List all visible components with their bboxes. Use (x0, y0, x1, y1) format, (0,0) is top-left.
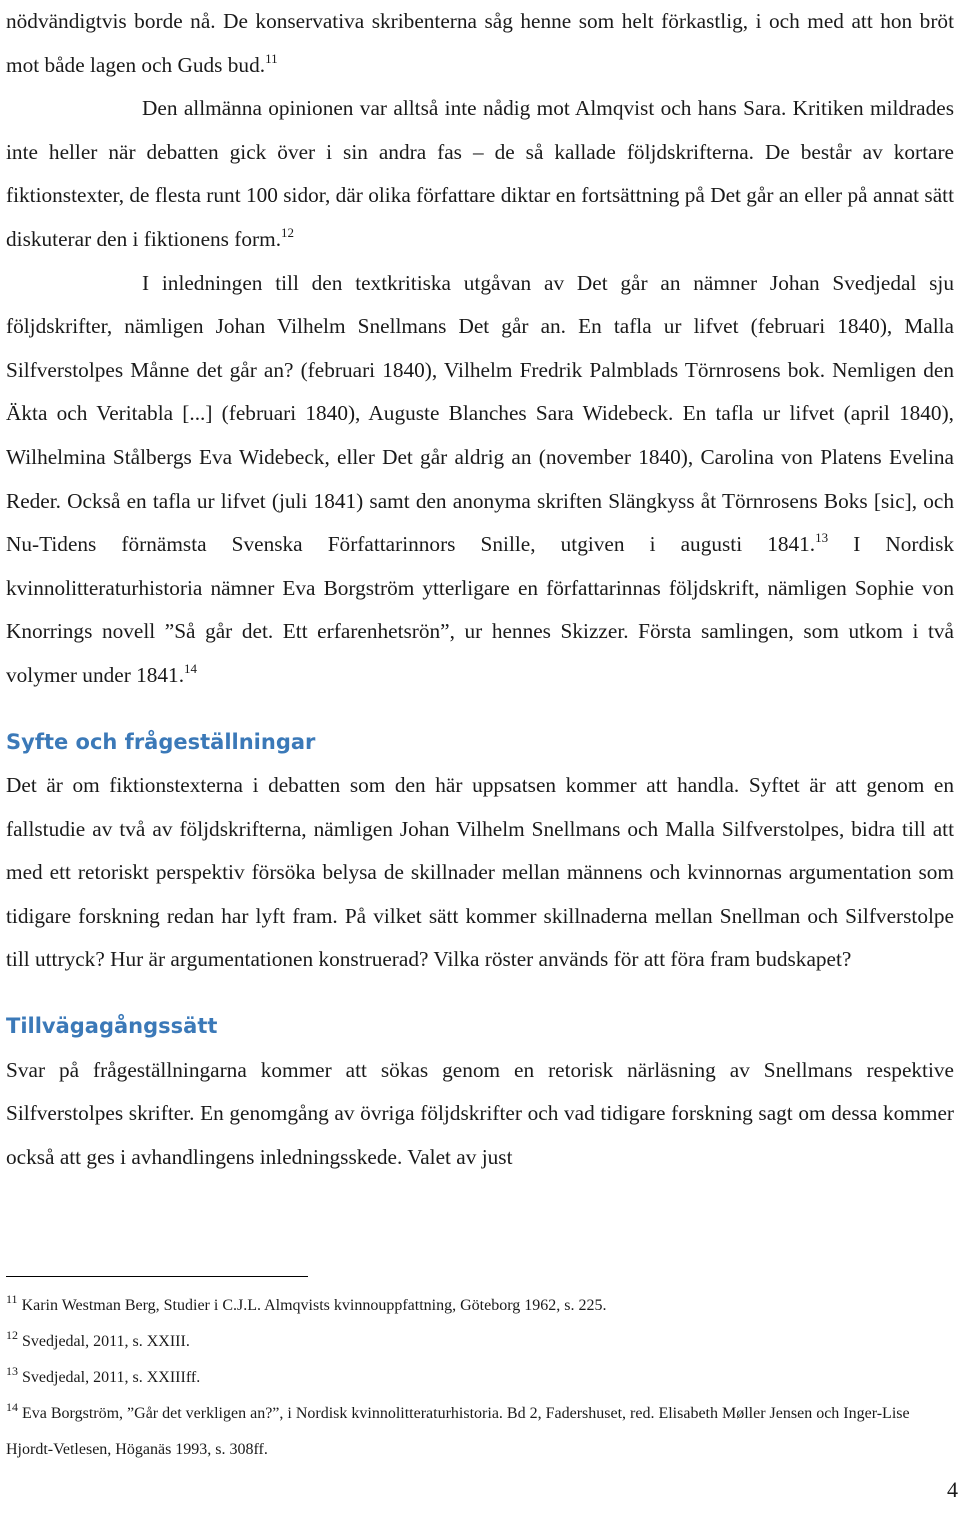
section-paragraph-purpose: Det är om fiktionstexterna i debatten som den här uppsatsen kommer att handla. Syftet är att genom en fallstudie av två av följdskrifterna, nämligen Johan Vilhelm Snellmans och Malla Silfverstolpes, bidra till att med ett retoriskt perspektiv försöka belysa de skillnader mellan männens och kvinnornas argumentation som tidigare forskning redan har lyft fram. På vilket sätt kommer skillnaderna mellan Snellman och Silfverstolpe till uttryck? Hur är argumentationen konstruerad? Vilka röster används för att föra fram budskapet? (6, 773, 954, 972)
paragraph-3: I inledningen till den textkritiska utgåvan av Det går an nämner Johan Svedjedal sju följdskrifter, nämligen Johan Vilhelm Snellmans Det går an. En tafla ur lifvet (februari 1840), Malla Silfverstolpes Månne det går an? (februari 1840), Vilhelm Fredrik Palmblads Törnrosens bok. Nemligen den Äkta och Veritabla [...] (februari 1840), Auguste Blanches Sara Widebeck. En tafla ur lifvet (april 1840), Wilhelmina Stålbergs Eva Widebeck, eller Det går aldrig an (november 1840), Carolina von Platens Evelina Reder. Också en tafla ur lifvet (juli 1841) samt den anonyma skriften Slängkyss åt Törnrosens Boks [sic], och Nu-Tidens förnämsta Svenska Författarinnors Snille, utgiven i augusti 1841.13 I Nordisk kvinnolitteraturhistoria nämner Eva Borgström ytterligare en författarinnas följdskrift, nämligen Sophie von Knorrings novell ”Så går det. Ett erfarenhetsrön”, ur hennes Skizzer. Första samlingen, som utkom i två volymer under 1841.14 (6, 270, 955, 687)
footnote-number: 12 (6, 1328, 18, 1342)
footnote-12 (6, 1324, 954, 1360)
footnotes (6, 1288, 954, 1468)
section-heading-method: Tillvägagångssätt (6, 1014, 218, 1039)
footnote-text: Karin Westman Berg, Studier i C.J.L. Almqvists kvinnouppfattning, Göteborg 1962, s. 225. (21, 1297, 607, 1314)
section-paragraph-method: Svar på frågeställningarna kommer att sökas genom en retorisk närläsning av Snellmans respektive Silfverstolpes skrifter. En genomgång av övriga följdskrifter och vad tidigare forskning sagt om dessa kommer också att ges i avhandlingens inledningsskede. Valet av just (6, 1057, 954, 1169)
footnote-reference-11[interactable]: 11 (265, 50, 278, 66)
footnote-14 (6, 1396, 954, 1468)
footnote-11 (6, 1288, 954, 1324)
footnote-text: Svedjedal, 2011, s. XXIIIff. (22, 1369, 201, 1386)
section-heading-purpose: Syfte och frågeställningar (6, 729, 316, 754)
footnote-number: 13 (6, 1364, 18, 1378)
footnote-reference-12[interactable]: 12 (281, 224, 295, 240)
footnote-separator (6, 1276, 308, 1277)
footnote-number: 14 (6, 1400, 18, 1414)
page-number: 4 (947, 1477, 958, 1502)
footnote-number: 11 (6, 1292, 18, 1306)
paragraph-2: Den allmänna opinionen var alltså inte nådig mot Almqvist och hans Sara. Kritiken mildrades inte heller när debatten gick över i sin andra fas – de så kallade följdskrifterna. De består av kortare fiktionstexter, de flesta runt 100 sidor, där olika författare diktar en fortsättning på Det går an eller på annat sätt diskuterar den i fiktionens form.$^{12}$ (6, 96, 954, 251)
footnote-reference-13[interactable]: 13 (815, 530, 829, 546)
footnote-text: Eva Borgström, ”Går det verkligen an?”, i Nordisk kvinnolitteraturhistoria. Bd 2, Fadershuset, red. Elisabeth Møller Jensen och Inger-Lise Hjordt-Vetlesen, Höganäs 1993, s. 308ff. (6, 1405, 910, 1458)
footnote-13 (6, 1360, 954, 1396)
footnote-reference-14[interactable]: 14 (184, 660, 198, 676)
footnote-text: Svedjedal, 2011, s. XXIII. (22, 1333, 190, 1350)
body-text (6, 0, 954, 1179)
paragraph-1: nödvändigtvis borde nå. De konservativa skribenterna såg henne som helt förkastlig, i och med att hon bröt mot både lagen och Guds bud.$^{11}$ (6, 9, 954, 77)
